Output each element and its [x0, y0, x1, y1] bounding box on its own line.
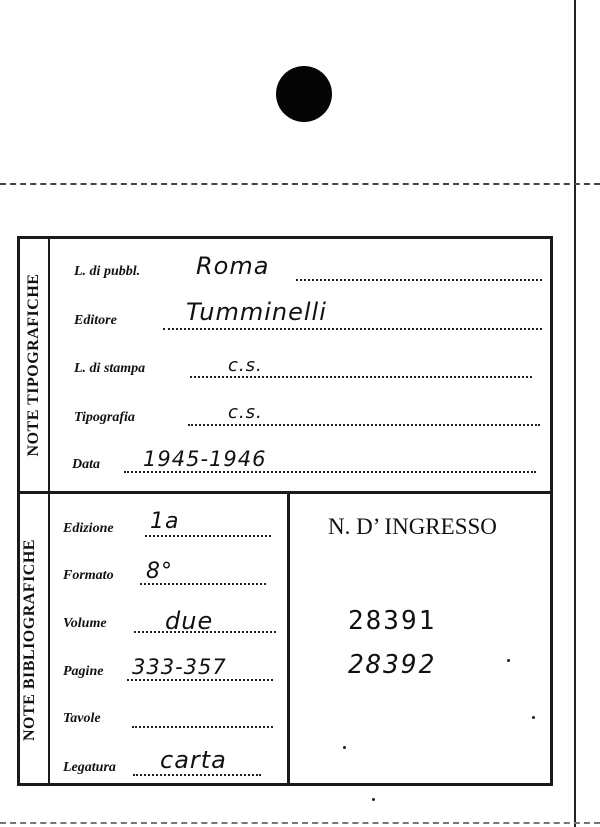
field-label-luogo-stampa: L. di stampa	[74, 361, 146, 376]
field-label-legatura: Legatura	[63, 760, 116, 775]
card-edge	[574, 0, 576, 827]
ingresso-number: 28392	[348, 650, 437, 680]
section-divider	[17, 491, 553, 494]
section-label-tipografiche: NOTE TIPOGRAFICHE	[25, 273, 42, 457]
field-line	[132, 726, 273, 728]
field-value-pagine: 333-357	[132, 655, 227, 679]
field-value-tipografia: c.s.	[228, 402, 263, 423]
field-label-pagine: Pagine	[63, 664, 104, 679]
field-label-volume: Volume	[63, 616, 107, 631]
field-label-luogo-pubblicazione: L. di pubbl.	[74, 264, 141, 279]
perforation-line	[0, 183, 600, 185]
field-value-volume: due	[165, 607, 214, 635]
field-value-editore: Tumminelli	[186, 298, 327, 326]
field-value-luogo-stampa: c.s.	[228, 355, 263, 376]
field-label-data: Data	[72, 457, 100, 472]
field-value-data: 1945-1946	[143, 447, 267, 471]
field-value-formato: 8°	[146, 559, 173, 584]
field-value-luogo-pubblicazione: Roma	[196, 252, 270, 280]
field-line	[140, 583, 266, 585]
ingresso-divider	[287, 493, 290, 786]
field-label-formato: Formato	[63, 568, 114, 583]
field-line	[124, 471, 536, 473]
field-line	[190, 376, 532, 378]
punch-hole	[276, 66, 332, 122]
section-label-bibliografiche: NOTE BIBLIOGRAFICHE	[21, 539, 38, 741]
field-label-tavole: Tavole	[63, 711, 101, 726]
ingresso-number: 28391	[348, 606, 437, 636]
section-label-divider	[48, 236, 50, 786]
paper-speck	[507, 659, 510, 662]
field-label-tipografia: Tipografia	[74, 410, 135, 425]
field-line	[127, 679, 273, 681]
field-line	[133, 774, 261, 776]
field-value-legatura: carta	[160, 746, 227, 774]
field-label-edizione: Edizione	[63, 521, 114, 536]
bottom-perforation-line	[0, 822, 600, 824]
field-line	[296, 279, 542, 281]
ingresso-title: N. D’ INGRESSO	[328, 514, 497, 539]
field-line	[188, 424, 540, 426]
paper-speck	[343, 746, 346, 749]
paper-speck	[532, 716, 535, 719]
field-label-editore: Editore	[74, 313, 117, 328]
field-line	[163, 328, 542, 330]
field-line	[134, 631, 276, 633]
paper-speck	[372, 798, 375, 801]
field-line	[145, 535, 271, 537]
field-value-edizione: 1a	[150, 509, 180, 534]
